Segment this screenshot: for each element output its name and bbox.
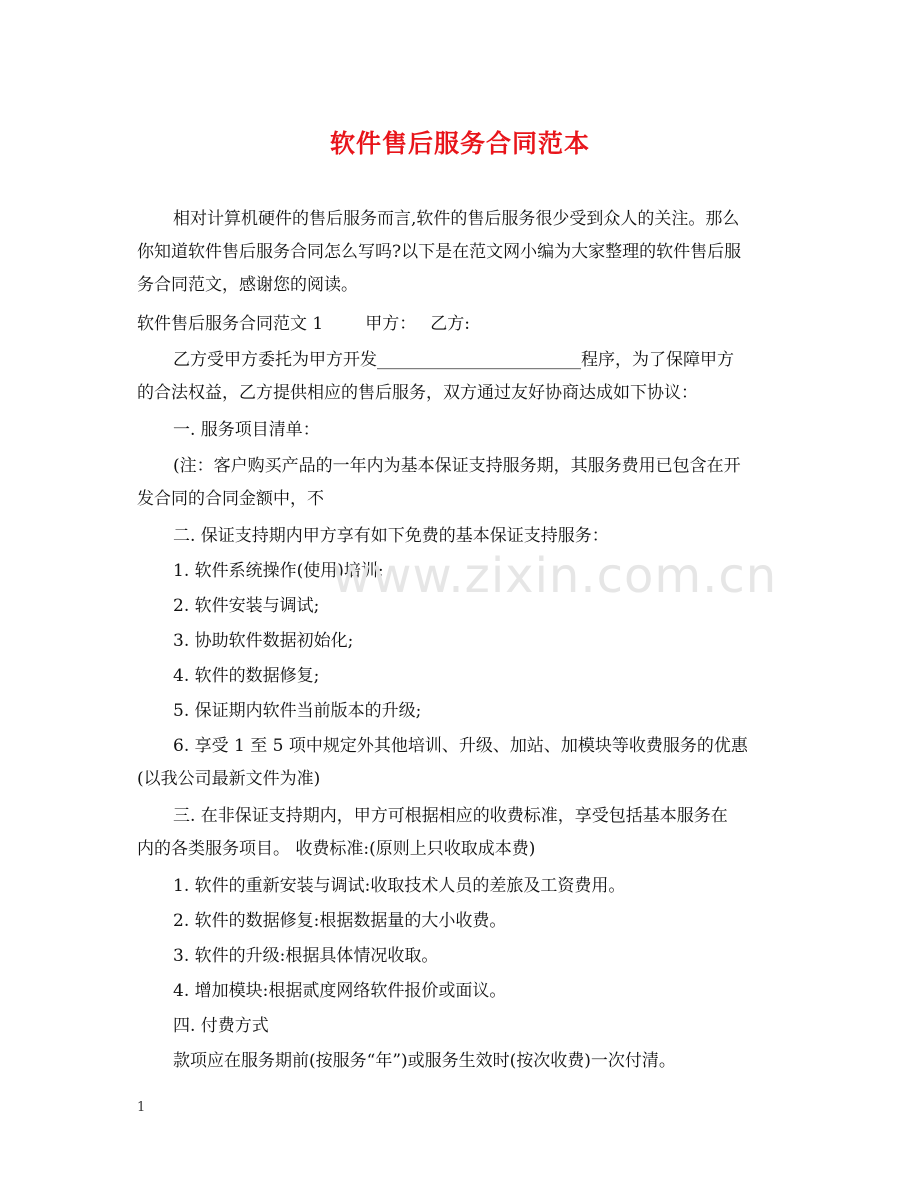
party-a-label: 甲方： [365, 314, 417, 334]
sample-heading: 软件售后服务合同范文 1 [137, 314, 324, 334]
document-title: 软件售后服务合同范本 [329, 129, 590, 158]
dev-para-line-2: 的合法权益，乙方提供相应的售后服务，双方通过友好协商达成如下协议： [137, 383, 698, 403]
page-number: 1 [137, 1100, 146, 1115]
note-line-2: 发合同的合同金额中，不 [137, 489, 324, 509]
party-b-label: 乙方: [430, 314, 470, 334]
note-line-1: (注：客户购买产品的一年内为基本保证支持服务期，其服务费用已包含在开 [173, 456, 741, 476]
section-2-heading: 二. 保证支持期内甲方享有如下免费的基本保证支持服务： [173, 526, 609, 546]
free-item-1: 1. 软件系统操作(使用)培训; [173, 561, 384, 581]
free-item-3: 3. 协助软件数据初始化; [173, 631, 354, 651]
intro-line-1: 相对计算机硬件的售后服务而言,软件的售后服务很少受到众人的关注。那么 [173, 209, 740, 229]
intro-line-3: 务合同范文，感谢您的阅读。 [137, 275, 358, 295]
paid-item-3: 3. 软件的升级:根据具体情况收取。 [173, 946, 439, 966]
section-3-line-1: 三. 在非保证支持期内，甲方可根据相应的收费标准，享受包括基本服务在 [173, 806, 728, 826]
paid-item-2: 2. 软件的数据修复:根据数据量的大小收费。 [173, 911, 507, 931]
paid-item-1: 1. 软件的重新安装与调试:收取技术人员的差旅及工资费用。 [173, 876, 626, 896]
sample-heading-line [137, 314, 787, 334]
section-3-line-2: 内的各类服务项目。 收费标准:(原则上只收取成本费) [137, 839, 536, 859]
free-item-5: 5. 保证期内软件当前版本的升级; [173, 701, 422, 721]
free-item-2: 2. 软件安装与调试; [173, 596, 320, 616]
dev-para-line-1: 乙方受甲方委托为甲方开发________________________程序，为了保障甲方 [173, 350, 734, 370]
watermark-text: www.zixin.com.cn [332, 548, 778, 604]
section-4-heading: 四. 付费方式 [173, 1016, 269, 1036]
paid-item-4: 4. 增加模块:根据贰度网络软件报价或面议。 [173, 981, 507, 1001]
intro-line-2: 你知道软件售后服务合同怎么写吗?以下是在范文网小编为大家整理的软件售后服 [137, 242, 742, 262]
free-item-6-continued: (以我公司最新文件为准) [137, 769, 321, 789]
free-item-4: 4. 软件的数据修复; [173, 666, 320, 686]
section-1-heading: 一. 服务项目清单： [173, 420, 320, 440]
free-item-6: 6. 享受 1 至 5 项中规定外其他培训、升级、加站、加模块等收费服务的优惠 [173, 736, 748, 756]
payment-line: 款项应在服务期前(按服务“年”)或服务生效时(按次收费)一次付清。 [173, 1051, 676, 1071]
